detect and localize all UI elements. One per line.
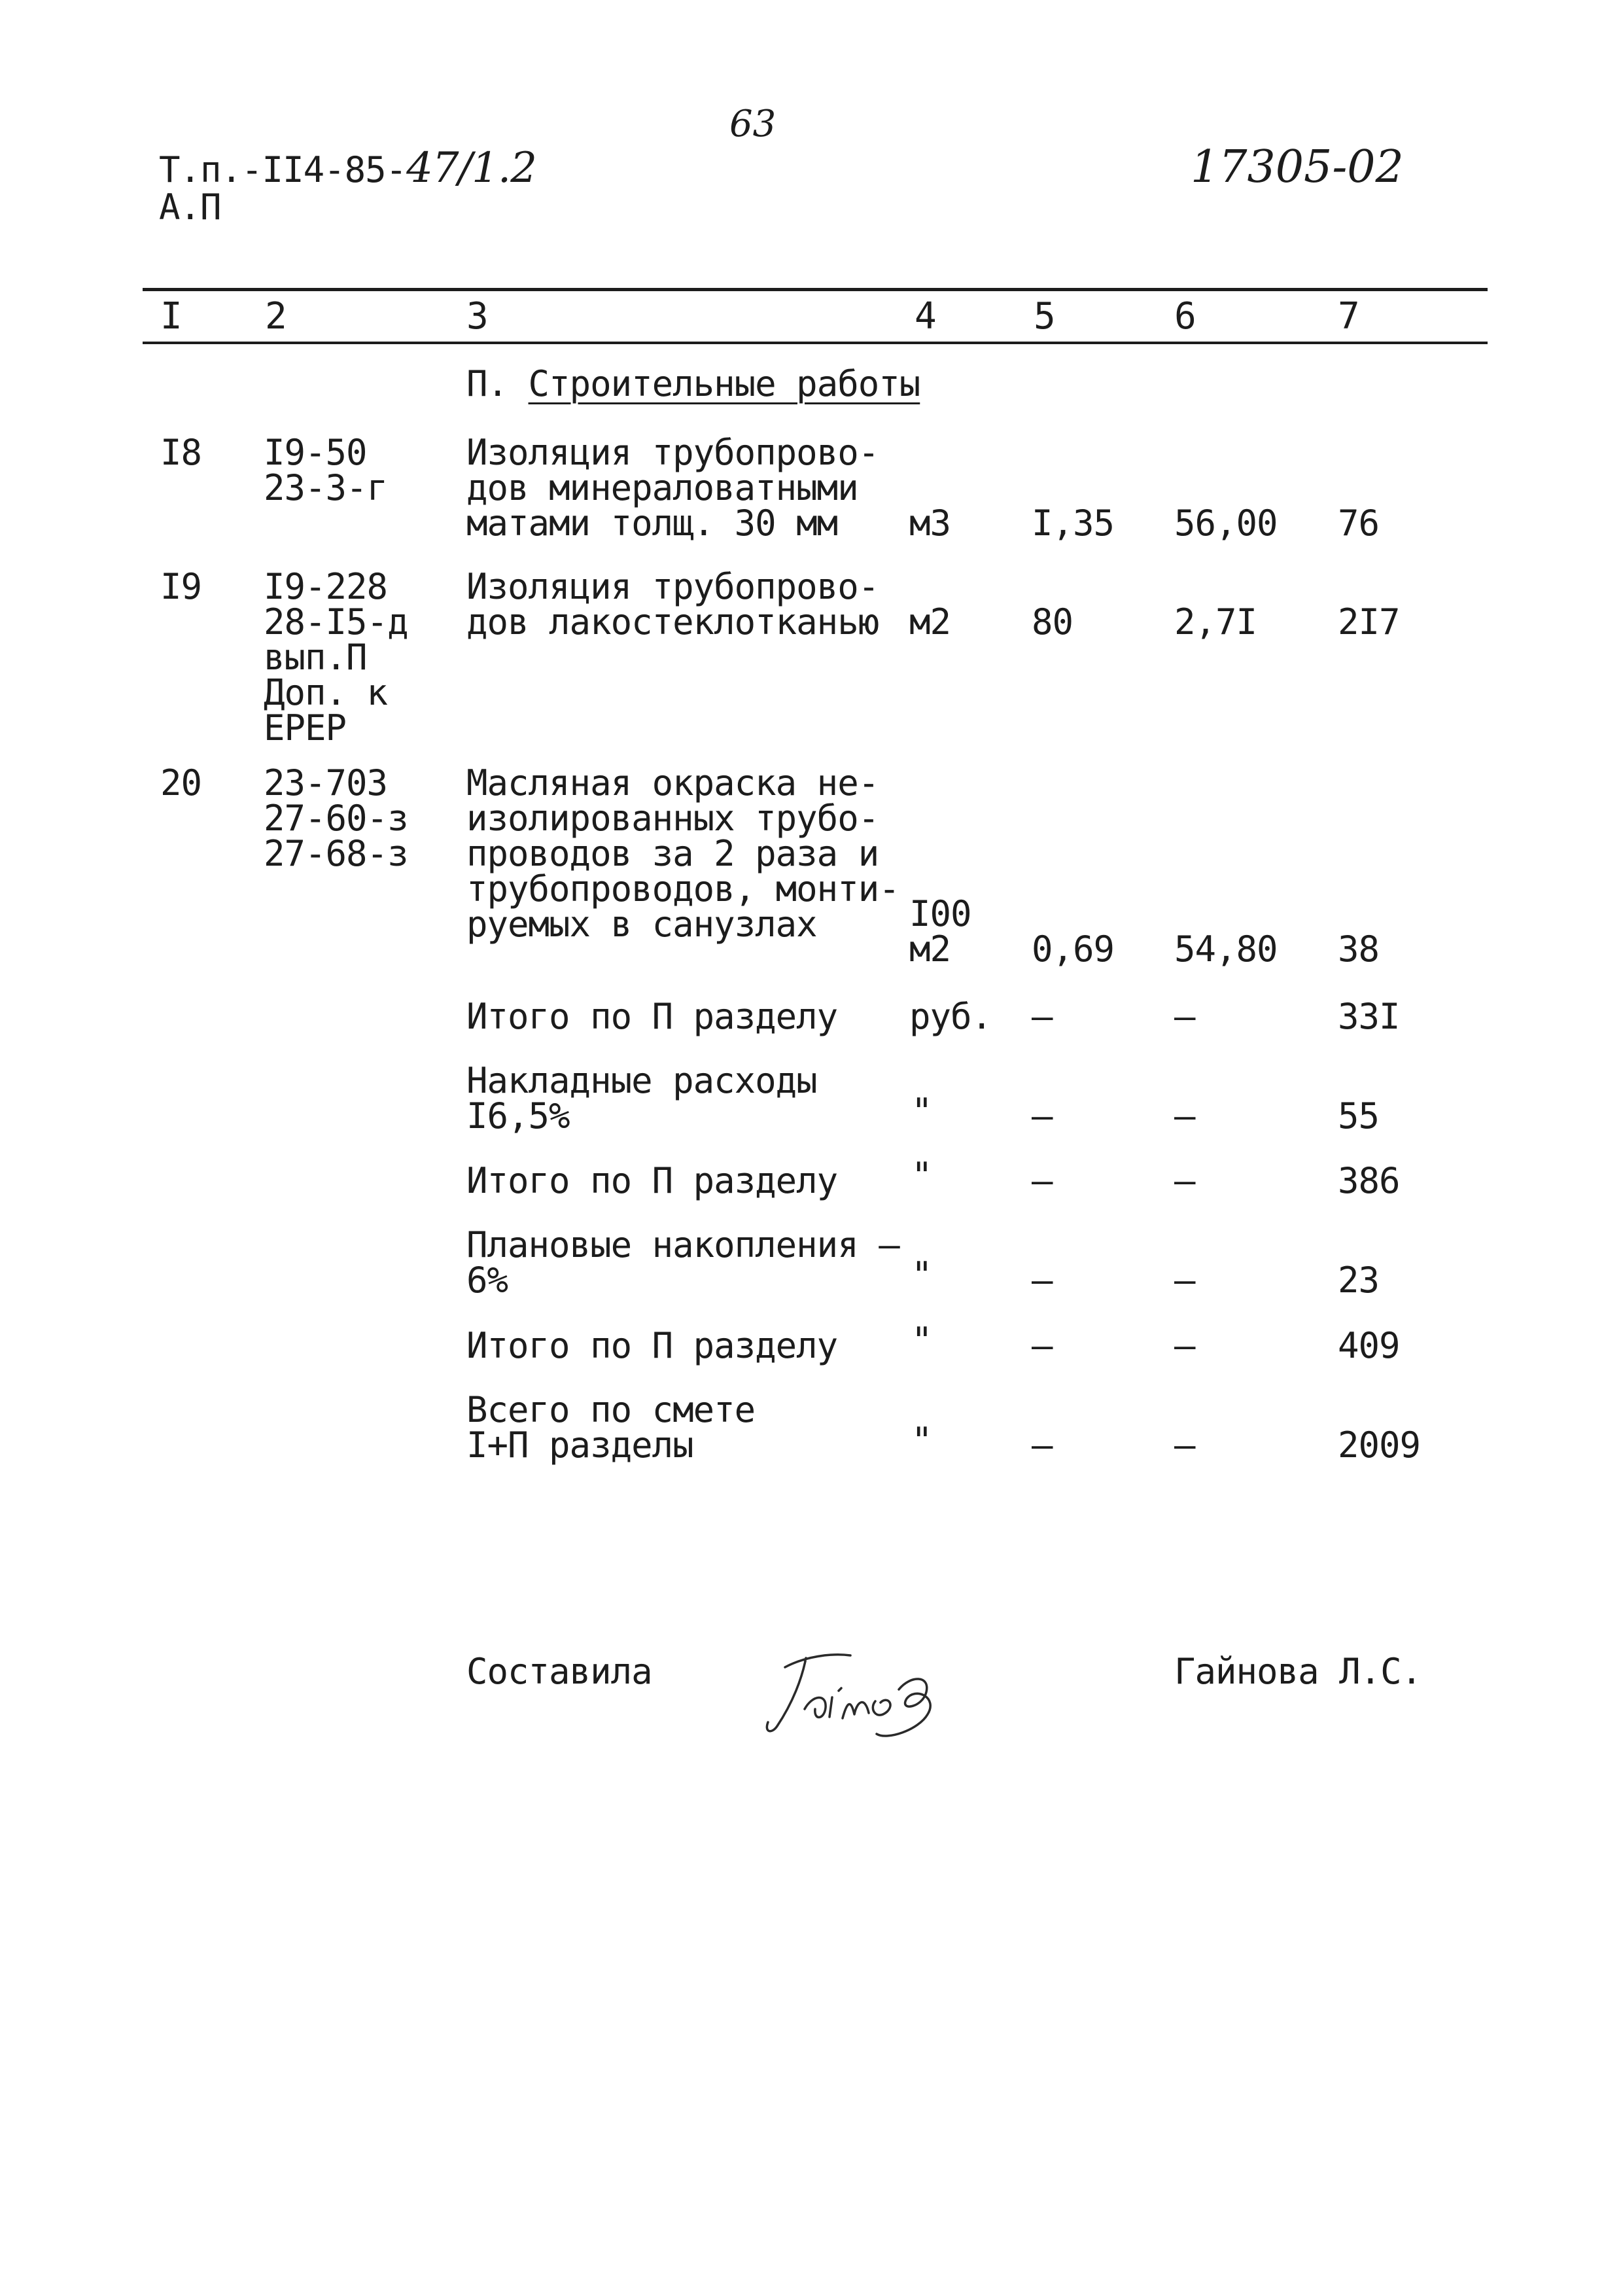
row-18-number: I8: [160, 432, 202, 473]
row-19-quantity: 80: [1032, 601, 1073, 643]
row-20-code: [264, 762, 408, 874]
row-18-description-line: Изоляция трубопрово-: [466, 432, 879, 473]
summary-6-description: [466, 1389, 756, 1466]
row-18-code-line: 23-3-г: [264, 467, 388, 508]
summary-1-description: Итого по П разделу: [466, 996, 838, 1037]
summary-5-price: –: [1174, 1325, 1195, 1366]
row-20-code-line: 23-703: [264, 762, 388, 804]
row-19-total: 2I7: [1338, 601, 1400, 643]
row-18-description-line: дов минераловатными: [466, 467, 858, 508]
row-20-description-line: проводов за 2 раза и: [466, 833, 879, 874]
section-title-text: Строительные работы: [528, 363, 920, 404]
column-header-7: 7: [1338, 295, 1360, 338]
row-19-number: I9: [160, 566, 202, 607]
row-19-description-line: дов лакостеклотканью: [466, 601, 879, 643]
row-20-description-line: руемых в санузлах: [466, 904, 817, 945]
summary-3-price: –: [1174, 1160, 1195, 1201]
summary-5-total: 409: [1338, 1325, 1400, 1366]
table-header-rule: [143, 342, 1488, 344]
column-header-4: 4: [915, 295, 937, 338]
row-18-code-line: I9-50: [264, 432, 367, 473]
document-code-line2: А.П: [159, 186, 221, 228]
row-20-description-line: изолированных трубо-: [466, 798, 879, 839]
signature: [759, 1649, 994, 1747]
row-20-unit-line: м2: [909, 928, 951, 970]
row-19-code: [264, 566, 408, 749]
row-19-code-line: вып.П: [264, 637, 367, 678]
summary-3-quantity: –: [1032, 1160, 1053, 1201]
summary-5-quantity: –: [1032, 1325, 1053, 1366]
column-header-6: 6: [1174, 295, 1196, 338]
summary-2-description-line: Накладные расходы: [466, 1060, 817, 1101]
document-code-handwritten: 47/1.2: [406, 144, 536, 192]
row-20-number: 20: [160, 762, 202, 804]
document-code: [159, 144, 536, 192]
summary-2-description: [466, 1060, 817, 1137]
compiled-by-label: Составила: [466, 1651, 652, 1692]
row-20-description-line: трубопроводов, монти-: [466, 868, 899, 910]
summary-4-total: 23: [1338, 1260, 1380, 1301]
summary-6-description-line: Всего по смете: [466, 1389, 756, 1430]
section-title: [466, 363, 920, 404]
row-19-code-line: Доп. к: [264, 672, 388, 713]
summary-2-quantity: –: [1032, 1095, 1053, 1137]
summary-4-unit: ": [911, 1254, 932, 1296]
signature-stroke: [767, 1655, 930, 1736]
summary-4-description-line: Плановые накопления –: [466, 1224, 899, 1265]
row-20-code-line: 27-60-з: [264, 798, 408, 839]
page-number: 63: [729, 103, 777, 145]
summary-6-price: –: [1174, 1424, 1195, 1466]
summary-4-description-line: 6%: [466, 1260, 508, 1301]
summary-1-unit: руб.: [909, 996, 992, 1037]
row-18-code: [264, 432, 388, 508]
row-19-code-line: I9-228: [264, 566, 388, 607]
row-20-description-line: Масляная окраска не-: [466, 762, 879, 804]
row-19-description: [466, 566, 879, 643]
archive-number: 17305-02: [1191, 141, 1404, 193]
row-19-code-line: 28-I5-д: [264, 601, 408, 643]
row-18-unit: м3: [909, 503, 951, 544]
row-18-description-line: матами толщ. 30 мм: [466, 503, 838, 544]
summary-1-quantity: –: [1032, 996, 1053, 1037]
row-20-quantity: 0,69: [1032, 928, 1115, 970]
summary-6-total: 2009: [1338, 1424, 1421, 1466]
row-20-code-line: 27-68-з: [264, 833, 408, 874]
summary-4-price: –: [1174, 1260, 1195, 1301]
summary-5-description: Итого по П разделу: [466, 1325, 838, 1366]
section-title-prefix: П.: [466, 363, 529, 404]
row-19-code-line: ЕРЕР: [264, 707, 347, 749]
summary-1-price: –: [1174, 996, 1195, 1037]
column-header-3: 3: [466, 295, 489, 338]
column-header-1: I: [160, 295, 183, 338]
compiler-name: Гайнова Л.С.: [1174, 1651, 1422, 1692]
summary-5-unit: ": [911, 1320, 932, 1361]
row-20-unit: [909, 893, 971, 970]
column-header-2: 2: [265, 295, 287, 338]
column-header-5: 5: [1034, 295, 1056, 338]
row-18-price: 56,00: [1174, 503, 1278, 544]
summary-4-quantity: –: [1032, 1260, 1053, 1301]
summary-6-description-line: I+П разделы: [466, 1424, 693, 1466]
summary-6-unit: ": [911, 1420, 932, 1461]
table-top-rule: [143, 288, 1488, 291]
row-19-description-line: Изоляция трубопрово-: [466, 566, 879, 607]
row-18-description: [466, 432, 879, 544]
row-19-unit: м2: [909, 601, 951, 643]
row-20-price: 54,80: [1174, 928, 1278, 970]
row-19-price: 2,7I: [1174, 601, 1257, 643]
summary-2-total: 55: [1338, 1095, 1380, 1137]
row-20-unit-line: I00: [909, 893, 971, 934]
summary-2-price: –: [1174, 1095, 1195, 1137]
summary-3-unit: ": [911, 1155, 932, 1196]
document-code-typed: Т.п.-II4-85-: [159, 149, 407, 190]
row-18-total: 76: [1338, 503, 1380, 544]
summary-2-unit: ": [911, 1091, 932, 1132]
summary-1-total: 33I: [1338, 996, 1400, 1037]
summary-3-total: 386: [1338, 1160, 1400, 1201]
summary-2-description-line: I6,5%: [466, 1095, 570, 1137]
row-20-total: 38: [1338, 928, 1380, 970]
row-18-quantity: I,35: [1032, 503, 1115, 544]
summary-4-description: [466, 1224, 899, 1301]
summary-6-quantity: –: [1032, 1424, 1053, 1466]
row-20-description: [466, 762, 899, 945]
summary-3-description: Итого по П разделу: [466, 1160, 838, 1201]
